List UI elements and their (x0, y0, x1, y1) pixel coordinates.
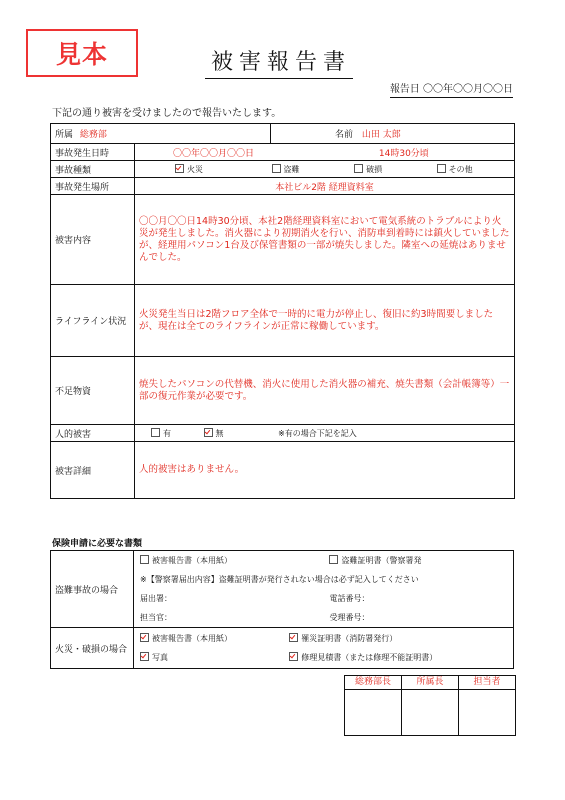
type-options (135, 161, 515, 178)
lifeline-cell[interactable] (135, 285, 515, 357)
damage-label: 被害内容 (51, 195, 135, 285)
dept-cell[interactable] (51, 124, 271, 144)
checkbox-checked-icon (140, 633, 149, 642)
insurance-title: 保険申請に必要な書類 (52, 539, 143, 549)
shortage-label: 不足物資 (51, 357, 135, 425)
checkbox-icon (437, 164, 446, 173)
place-label: 事故発生場所 (51, 178, 135, 195)
type-option-fire[interactable]: 火災 (175, 165, 203, 174)
checkbox-icon (354, 164, 363, 173)
approval-box-manager[interactable] (345, 690, 402, 736)
insurance-table (50, 550, 514, 669)
lifeline-label: ライフライン状況 (51, 285, 135, 357)
receipt-field[interactable]: 受理番号： (329, 613, 370, 622)
page-title: 被害報告書 (205, 50, 353, 79)
checkbox-checked-icon (140, 652, 149, 661)
lifeline-value: 火災発生当日は2階フロア全体で一時的に電力が停止し、復旧に約3時間要しましたが、現在は全てのライフラインが正常に稼働しています。 (139, 308, 494, 332)
report-office-field[interactable]: 届出署： (140, 594, 172, 603)
approval-header-staff: 担当者 (459, 676, 516, 690)
approval-header-supervisor: 所属長 (402, 676, 459, 690)
type-label: 事故種類 (51, 161, 135, 178)
human-detail-value: 人的被害はありません。 (139, 464, 245, 475)
theft-doc2[interactable]: 盗難証明書（警察署発 (323, 551, 513, 570)
checkbox-checked-icon (289, 652, 298, 661)
dept-label: 所属 (55, 130, 74, 140)
human-detail-label: 被害詳細 (51, 442, 135, 499)
date-label: 事故発生日時 (51, 144, 135, 161)
checkbox-icon (329, 555, 338, 564)
name-cell[interactable] (271, 124, 515, 144)
name-label: 名前 (335, 130, 354, 140)
fire-doc4[interactable]: 修理見積書（または修理不能証明書） (283, 648, 513, 667)
fire-label: 火災・破損の場合 (51, 628, 134, 669)
officer-field[interactable]: 担当官： (140, 613, 172, 622)
theft-doc1[interactable]: 被害報告書（本用紙） (134, 551, 323, 570)
theft-label: 盗難事故の場合 (51, 551, 134, 628)
checkbox-icon (140, 555, 149, 564)
fire-doc3[interactable]: 写真 (134, 648, 283, 667)
checkbox-checked-icon (204, 428, 213, 437)
shortage-value: 焼失したパソコンの代替機、消火に使用した消火器の補充、焼失書類（会計帳簿等）一部の復元作業が必要です。 (139, 378, 510, 402)
damage-cell[interactable] (135, 195, 515, 285)
damage-report-table (50, 123, 515, 499)
fire-docs (134, 628, 514, 669)
report-date: 報告日 〇〇年〇〇月〇〇日 (390, 83, 513, 98)
place-value[interactable]: 本社ビル2階 経理資料室 (135, 178, 515, 195)
fire-doc2[interactable]: 罹災証明書（消防署発行） (283, 629, 513, 648)
checkbox-checked-icon (175, 164, 184, 173)
time-value: 14時30分頃 (378, 148, 429, 159)
approval-box-staff[interactable] (459, 690, 516, 736)
human-detail-cell[interactable] (135, 442, 515, 499)
fire-doc1[interactable]: 被害報告書（本用紙） (134, 629, 283, 648)
theft-note: ※【警察署届出内容】盗難証明書が発行されない場合は必ず記入してください (140, 575, 419, 584)
checkbox-icon (151, 428, 160, 437)
approval-table (344, 675, 516, 736)
checkbox-icon (272, 164, 281, 173)
human-label: 人的被害 (51, 425, 135, 442)
date-value: 〇〇年〇〇月〇〇日 (173, 148, 255, 159)
human-note: ※有の場合下記を記入 (278, 428, 357, 438)
approval-box-supervisor[interactable] (402, 690, 459, 736)
theft-docs (134, 551, 514, 628)
shortage-cell[interactable] (135, 357, 515, 425)
intro-text: 下記の通り被害を受けましたので報告いたします。 (52, 108, 282, 119)
sample-stamp: 見本 (26, 29, 138, 77)
name-value: 山田 太郎 (361, 130, 401, 140)
type-option-other[interactable]: その他 (437, 165, 473, 174)
date-cell[interactable] (135, 144, 515, 161)
approval-header-manager: 総務部長 (345, 676, 402, 690)
damage-value: 〇〇月〇〇日14時30分頃、本社2階経理資料室において電気系統のトラブルにより火災が発生しました。消火器により初期消火を行い、消防車到着時には鎮火していましたが、経理用パソコン1台及び保管書類の一部が焼失しました。隣室への延焼はありませんでした。 (139, 215, 510, 263)
human-option-no[interactable]: 無 (204, 429, 224, 438)
dept-value: 総務部 (79, 130, 107, 140)
phone-field[interactable]: 電話番号： (329, 594, 370, 603)
human-options (135, 425, 515, 442)
checkbox-checked-icon (289, 633, 298, 642)
type-option-theft[interactable]: 盗難 (272, 165, 300, 174)
human-option-yes[interactable]: 有 (151, 429, 171, 438)
type-option-breakage[interactable]: 破損 (354, 165, 382, 174)
